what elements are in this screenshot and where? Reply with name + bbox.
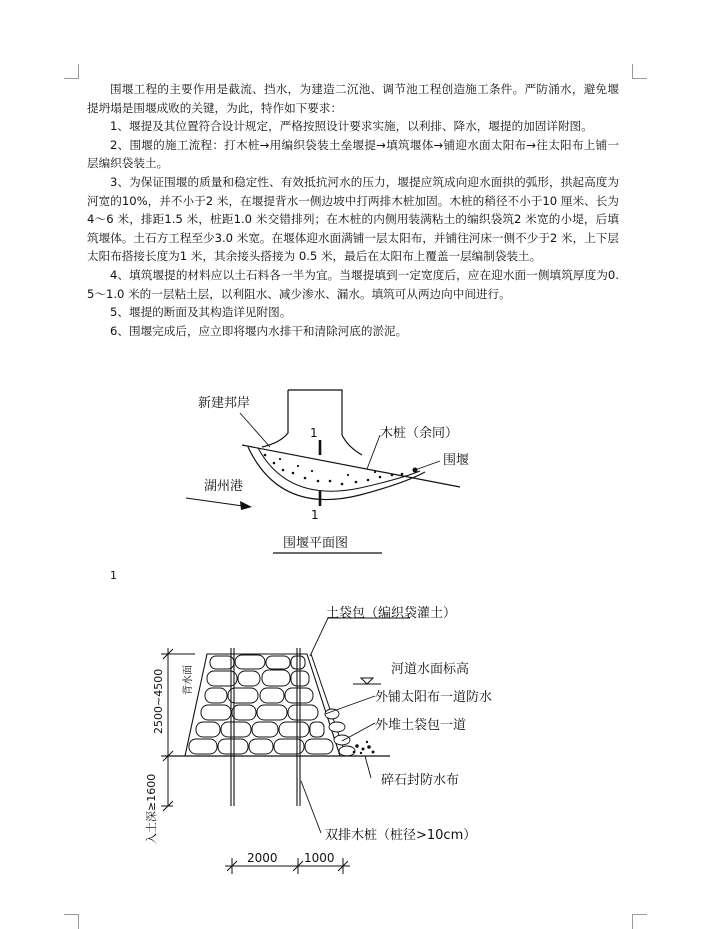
- label-back-water: 背水面: [183, 665, 194, 695]
- figure-number: 1: [110, 569, 117, 582]
- section-mark-top: 1: [310, 426, 318, 440]
- paragraph-5: 5、堰提的断面及其构造详见附图。: [110, 305, 292, 320]
- page-corner-mark-top-left: [64, 64, 79, 79]
- label-cofferdam: 围堰: [443, 453, 470, 468]
- label-port: 湖州港: [204, 479, 244, 494]
- cofferdam-section-figure: [125, 596, 565, 891]
- paragraph-4: 4、填筑堰提的材料应以土石料各一半为宜。当堰提填到一定宽度后，应在迎水面一侧填筑厚度为0.5～1.0 米的一层粘土层，以利阻水、减少渗水、漏水。填筑可从两边向中间进行。: [87, 267, 619, 301]
- label-outer-bag: 外堆土袋包一道: [375, 718, 467, 733]
- cofferdam-outer-arc: [248, 447, 425, 500]
- paragraph-1: 1、堰提及其位置符合设计规定，严格按照设计要求实施，以利排、降水，堰提的加固详附图。: [110, 119, 593, 134]
- new-bank-outline: [288, 390, 362, 455]
- label-height: 2500~4500: [152, 668, 165, 734]
- cofferdam-plan-figure: [170, 385, 500, 560]
- page-corner-mark-bottom-right: [632, 914, 647, 929]
- gravel: [353, 741, 375, 754]
- label-soil-bag: 土袋包（编织袋灌土）: [326, 606, 457, 621]
- document-body: [87, 80, 619, 340]
- water-level-marker: [361, 678, 373, 684]
- page-corner-mark-top-right: [632, 64, 647, 79]
- paragraph-intro: 围堰工程的主要作用是截流、挡水，为建造二沉池、调节池工程创造施工条件。严防涌水，避免堰提坍塌是围堰成败的关键，为此，特作如下要求：: [87, 82, 619, 115]
- label-embed: 入土深≥1600: [145, 773, 158, 844]
- paragraph-3: 3、为保证围堰的质量和稳定性、有效抵抗河水的压力，堰提应筑成向迎水面拱的弧形，拱起高度为河宽的10%，并不小于2 米，在堰提背水一侧边坡中打两排木桩加固。木桩的稍径不小于10 厘米、长为4～6 米，排距1.5 米，桩距1.0 米交错排列；在木桩的内侧用装满粘土的编织袋筑2 米宽的小堤，后填筑堰体。土石方工程至少3.0 米宽。在堰体迎水面满铺一层太阳布，并铺往河床一侧不少于2 米，上下层太阳布搭接长度为1 米，其余接头搭接为 0.5 米，最后在太阳布上覆盖一层编制袋装土。: [87, 174, 619, 264]
- flow-arrow-head: [240, 501, 252, 510]
- dim-left: 2000: [247, 851, 278, 865]
- pile-dots: [264, 454, 418, 486]
- plan-caption: 围堰平面图: [283, 536, 349, 551]
- section-mark-bottom: 1: [311, 508, 319, 522]
- label-gravel: 碎石封防水布: [381, 773, 460, 788]
- label-double-pile: 双排木桩（桩径>10cm）: [325, 828, 477, 843]
- label-new-bank: 新建邦岸: [198, 396, 251, 411]
- label-water-level: 河道水面标高: [391, 662, 470, 677]
- paragraph-2: 2、围堰的施工流程：打木桩→用编织袋装土垒堰提→填筑堰体→铺迎水面太阳布→往太阳布上铺一层编织袋装土。: [87, 137, 619, 171]
- paragraph-6: 6、围堰完成后，应立即将堰内水排干和清除河底的淤泥。: [110, 323, 408, 338]
- page-corner-mark-bottom-left: [64, 914, 79, 929]
- label-pile: 木桩（余同）: [380, 426, 459, 441]
- label-tarp: 外铺太阳布一道防水: [375, 690, 493, 705]
- dim-right: 1000: [304, 851, 335, 865]
